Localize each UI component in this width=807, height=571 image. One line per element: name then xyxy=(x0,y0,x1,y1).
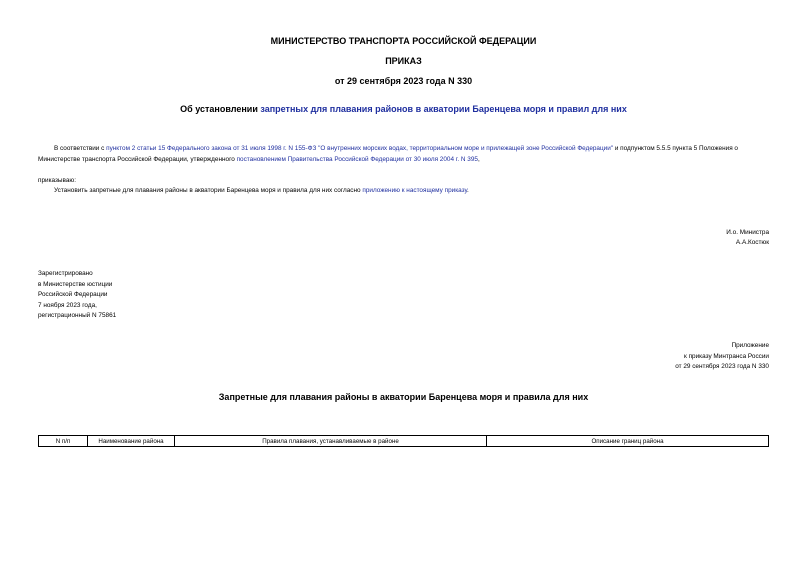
preamble-text-2: и подпунктом 5.5.5 пункта 5 Положения о Министерстве транспорта Российской Федерации, утвержденного xyxy=(38,145,738,163)
preamble-paragraph xyxy=(38,144,769,165)
column-header-borders: Описание границ района xyxy=(487,436,769,447)
ministry-heading: МИНИСТЕРСТВО ТРАНСПОРТА РОССИЙСКОЙ ФЕДЕРАЦИИ xyxy=(270,36,537,46)
registration-line: в Министерстве юстиции xyxy=(38,280,113,288)
appendix-line: к приказу Минтранса России xyxy=(684,352,769,360)
appendix-title: Запретные для плавания районы в акватории Баренцева моря и правила для них xyxy=(218,392,589,402)
registration-block xyxy=(38,269,116,322)
table-header-row xyxy=(39,436,769,447)
title-link[interactable]: запретных для плавания районов в акватории Баренцева моря и правил для них xyxy=(260,104,627,114)
order-verb: приказываю: xyxy=(38,177,76,184)
document-title xyxy=(0,104,807,114)
column-header-number: N п/п xyxy=(39,436,88,447)
federal-law-link[interactable]: пунктом 2 статьи 15 Федерального закона от 31 июля 1998 г. N 155-ФЗ "О внутренних морских водах, территориальном море и прилежащей зоне Российской Федерации" xyxy=(106,145,614,152)
preamble-text-1: В соответствии с xyxy=(54,145,107,152)
order-text-2: . xyxy=(467,187,469,194)
signature-name: А.А.Костюк xyxy=(735,239,769,246)
zones-table xyxy=(38,435,769,447)
title-prefix: Об установлении xyxy=(180,104,261,114)
government-decree-link[interactable]: постановлением Правительства Российской Федерации от 30 июля 2004 г. N 395 xyxy=(236,155,478,163)
document-type: ПРИКАЗ xyxy=(385,56,422,66)
document-date-number: от 29 сентября 2023 года N 330 xyxy=(334,76,473,86)
appendix-line: Приложение xyxy=(731,342,769,349)
preamble-text-3: , xyxy=(477,155,480,163)
registration-line: 7 ноября 2023 года, xyxy=(38,301,97,309)
appendix-header xyxy=(500,341,769,373)
signature-position: И.о. Министра xyxy=(726,229,769,236)
order-paragraph xyxy=(54,186,769,197)
appendix-line: от 29 сентября 2023 года N 330 xyxy=(675,363,769,370)
registration-line: регистрационный N 75861 xyxy=(38,312,117,319)
registration-line: Российской Федерации xyxy=(38,291,108,298)
registration-line: Зарегистрировано xyxy=(38,270,93,277)
column-header-name: Наименование района xyxy=(88,436,175,447)
order-text-1: Установить запретные для плавания районы в акватории Баренцева моря и правила для них согласно xyxy=(54,187,363,194)
column-header-rules: Правила плавания, устанавливаемые в районе xyxy=(175,436,487,447)
appendix-link[interactable]: приложению к настоящему приказу xyxy=(362,187,468,194)
